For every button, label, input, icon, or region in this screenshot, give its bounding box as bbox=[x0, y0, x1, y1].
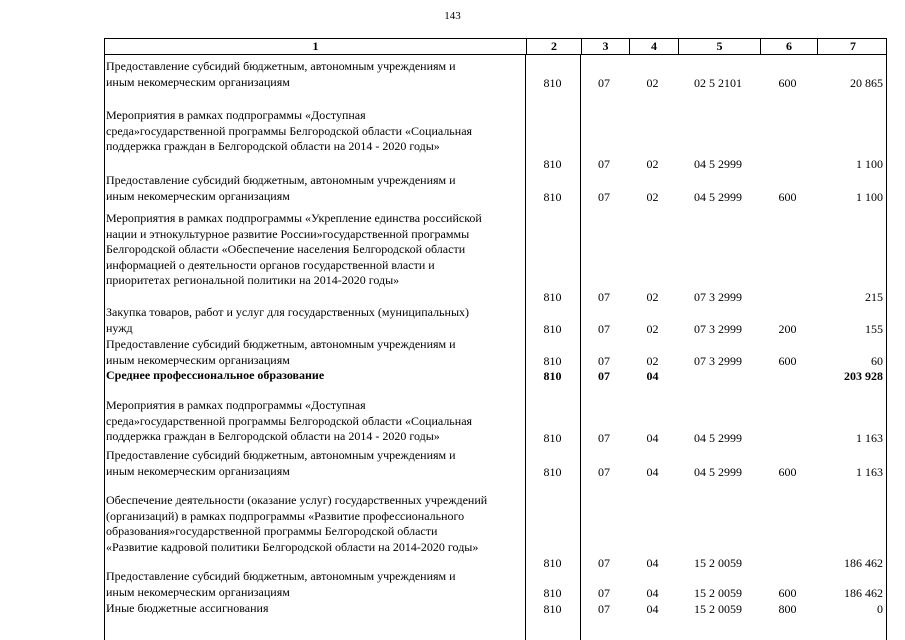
row-section: 07 bbox=[598, 555, 610, 570]
row-ministry-code: 810 bbox=[543, 430, 562, 445]
row-subsection: 04 bbox=[646, 555, 659, 570]
row-subsection: 02 bbox=[646, 75, 659, 90]
row-description: Предоставление субсидий бюджетным, автономным учреждениям и иным некомерческим организациям bbox=[106, 337, 456, 367]
row-subsection: 04 bbox=[646, 464, 659, 479]
row-amount: 1 163 bbox=[856, 464, 883, 479]
row-subsection: 02 bbox=[646, 321, 659, 336]
row-target-article: 07 3 2999 bbox=[694, 289, 742, 304]
row-ministry-code: 810 bbox=[543, 601, 562, 616]
row-expense-type: 600 bbox=[778, 353, 797, 368]
row-ministry-code: 810 bbox=[543, 353, 562, 368]
row-description: Иные бюджетные ассигнования bbox=[106, 601, 269, 615]
row-subsection: 02 bbox=[646, 189, 659, 204]
row-section: 07 bbox=[598, 289, 610, 304]
row-target-article: 04 5 2999 bbox=[694, 189, 742, 204]
table-row bbox=[104, 569, 887, 601]
row-amount: 186 462 bbox=[844, 555, 883, 570]
row-amount: 155 bbox=[865, 321, 883, 336]
table-row bbox=[104, 601, 887, 617]
row-description: Мероприятия в рамках подпрограммы «Укрепление единства российской нации и этнокультурное развитие России»государственной программы Белгородской области «Обеспечение населения Белгородской области информацией о деятельности органов государственной власти и приоритетах региональной политики на 2014-2020 годы» bbox=[106, 211, 482, 287]
row-expense-type: 600 bbox=[778, 464, 797, 479]
row-section: 07 bbox=[598, 585, 610, 600]
table-row bbox=[104, 305, 887, 337]
row-ministry-code: 810 bbox=[543, 368, 562, 383]
row-amount: 60 bbox=[871, 353, 883, 368]
row-expense-type: 200 bbox=[778, 321, 797, 336]
row-ministry-code: 810 bbox=[543, 75, 562, 90]
row-subsection: 04 bbox=[646, 585, 659, 600]
page-number: 143 bbox=[444, 10, 461, 22]
row-description: Предоставление субсидий бюджетным, автономным учреждениям и иным некомерческим организациям bbox=[106, 569, 456, 599]
header-col-2: 2 bbox=[526, 39, 581, 54]
row-target-article: 15 2 0059 bbox=[694, 585, 742, 600]
row-subsection: 04 bbox=[646, 430, 659, 445]
row-target-article: 04 5 2999 bbox=[694, 156, 742, 171]
row-description: Закупка товаров, работ и услуг для государственных (муниципальных) нужд bbox=[106, 305, 470, 335]
row-section: 07 bbox=[598, 353, 610, 368]
row-description: Обеспечение деятельности (оказание услуг) государственных учреждений (организаций) в рамках подпрограммы «Развитие профессионального образования»государственной программы Белгородской области «Развитие кадровой политики Белгородской области на 2014-2020 годы» bbox=[106, 493, 488, 554]
row-expense-type: 600 bbox=[778, 189, 797, 204]
row-section: 07 bbox=[598, 368, 610, 383]
row-target-article: 15 2 0059 bbox=[694, 601, 742, 616]
table-row bbox=[104, 211, 887, 305]
row-amount: 1 100 bbox=[856, 189, 883, 204]
row-description: Предоставление субсидий бюджетным, автономным учреждениям и иным некомерческим организациям bbox=[106, 448, 456, 478]
row-section: 07 bbox=[598, 75, 610, 90]
header-col-6: 6 bbox=[760, 39, 817, 54]
header-col-1: 1 bbox=[312, 39, 319, 53]
table-row bbox=[104, 368, 887, 384]
row-ministry-code: 810 bbox=[543, 289, 562, 304]
table-row bbox=[104, 173, 887, 205]
table-row bbox=[104, 448, 887, 480]
row-amount: 0 bbox=[877, 601, 883, 616]
row-section: 07 bbox=[598, 156, 610, 171]
row-ministry-code: 810 bbox=[543, 189, 562, 204]
row-target-article: 04 5 2999 bbox=[694, 430, 742, 445]
row-section: 07 bbox=[598, 430, 610, 445]
row-description: Мероприятия в рамках подпрограммы «Доступная среда»государственной программы Белгородской области «Социальная поддержка граждан в Белгородской области на 2014 - 2020 годы» bbox=[106, 108, 473, 153]
row-amount: 215 bbox=[865, 289, 883, 304]
row-section: 07 bbox=[598, 189, 610, 204]
row-target-article: 15 2 0059 bbox=[694, 555, 742, 570]
row-ministry-code: 810 bbox=[543, 585, 562, 600]
budget-table bbox=[104, 38, 887, 640]
table-row bbox=[104, 108, 887, 172]
row-amount: 1 100 bbox=[856, 156, 883, 171]
header-col-3: 3 bbox=[581, 39, 629, 54]
table-header bbox=[104, 38, 887, 55]
table-row bbox=[104, 59, 887, 91]
row-subsection: 02 bbox=[646, 289, 659, 304]
row-amount: 1 163 bbox=[856, 430, 883, 445]
row-expense-type: 600 bbox=[778, 75, 797, 90]
row-amount: 203 928 bbox=[844, 368, 883, 383]
row-target-article: 07 3 2999 bbox=[694, 321, 742, 336]
header-col-4: 4 bbox=[629, 39, 678, 54]
row-target-article: 04 5 2999 bbox=[694, 464, 742, 479]
row-expense-type: 600 bbox=[778, 585, 797, 600]
row-subsection: 02 bbox=[646, 353, 659, 368]
row-ministry-code: 810 bbox=[543, 555, 562, 570]
row-ministry-code: 810 bbox=[543, 321, 562, 336]
row-section: 07 bbox=[598, 321, 610, 336]
row-description: Предоставление субсидий бюджетным, автономным учреждениям и иным некомерческим организациям bbox=[106, 173, 456, 203]
row-description: Среднее профессиональное образование bbox=[106, 368, 325, 382]
row-description: Мероприятия в рамках подпрограммы «Доступная среда»государственной программы Белгородской области «Социальная поддержка граждан в Белгородской области на 2014 - 2020 годы» bbox=[106, 398, 473, 443]
row-description: Предоставление субсидий бюджетным, автономным учреждениям и иным некомерческим организациям bbox=[106, 59, 456, 89]
row-subsection: 04 bbox=[646, 368, 659, 383]
table-body bbox=[104, 55, 887, 640]
row-ministry-code: 810 bbox=[543, 156, 562, 171]
row-ministry-code: 810 bbox=[543, 464, 562, 479]
row-target-article: 07 3 2999 bbox=[694, 353, 742, 368]
header-col-5: 5 bbox=[678, 39, 760, 54]
row-section: 07 bbox=[598, 601, 610, 616]
row-subsection: 04 bbox=[646, 601, 659, 616]
table-row bbox=[104, 398, 887, 446]
row-expense-type: 800 bbox=[778, 601, 797, 616]
row-amount: 186 462 bbox=[844, 585, 883, 600]
table-row bbox=[104, 337, 887, 369]
row-subsection: 02 bbox=[646, 156, 659, 171]
row-section: 07 bbox=[598, 464, 610, 479]
table-row bbox=[104, 493, 887, 571]
header-col-7: 7 bbox=[817, 39, 888, 54]
row-amount: 20 865 bbox=[850, 75, 883, 90]
row-target-article: 02 5 2101 bbox=[694, 75, 742, 90]
